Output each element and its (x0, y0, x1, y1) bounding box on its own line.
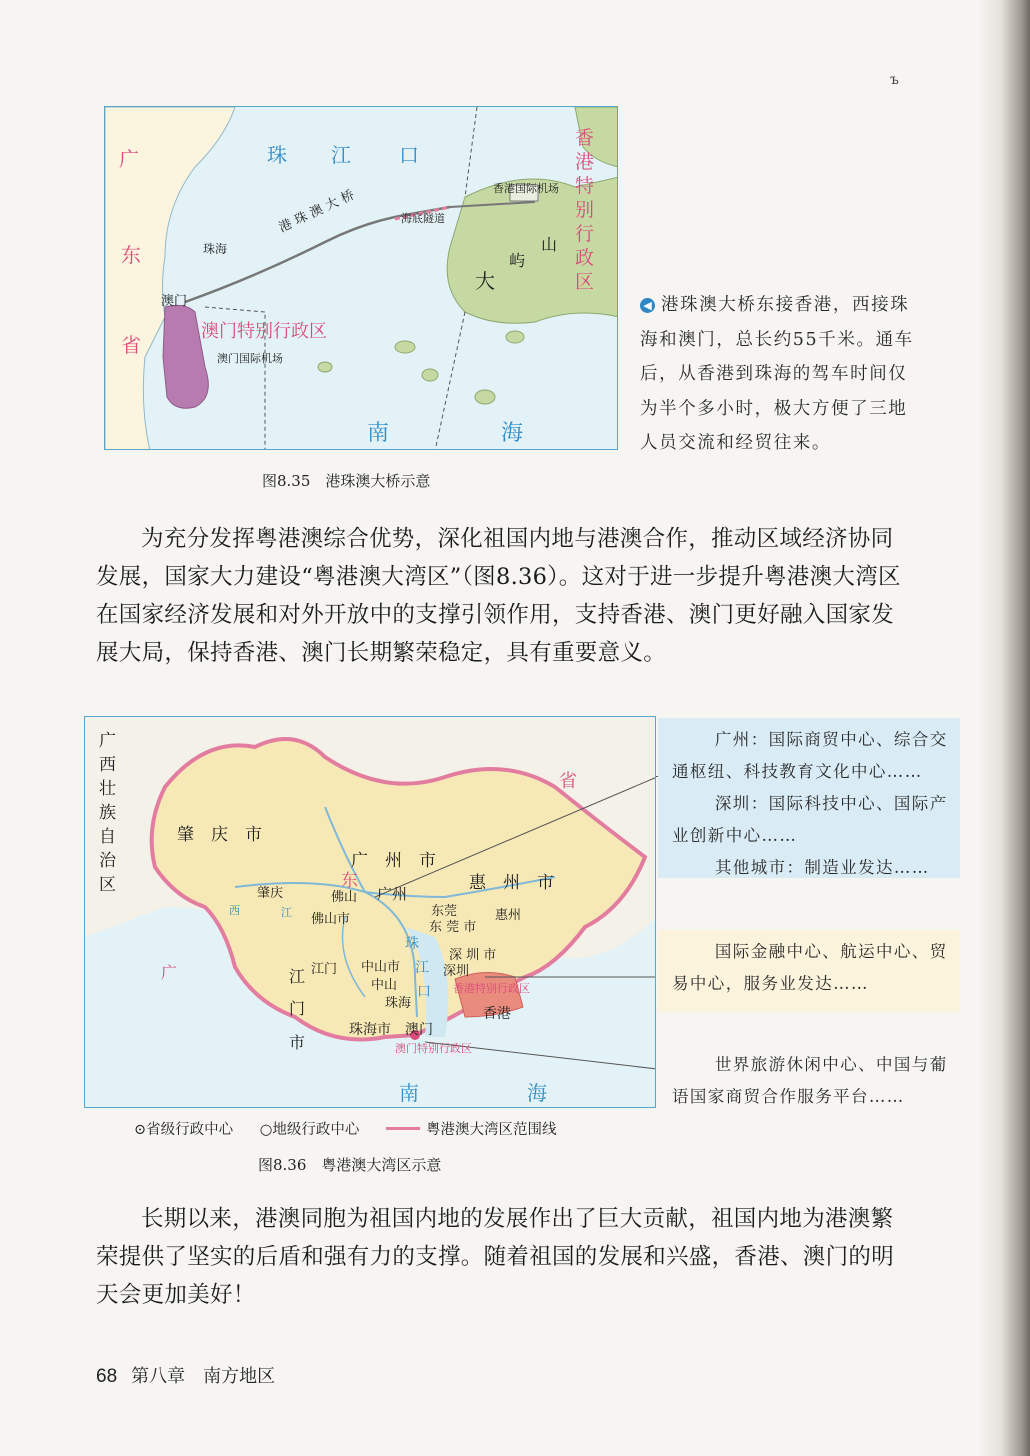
label-dongguan-shi: 东 莞 市 (429, 920, 477, 935)
label-nanhai-1: 南 (399, 1081, 419, 1105)
label-dayushan-1: 大 (475, 269, 495, 293)
label-huizhou: 惠州 (495, 908, 522, 923)
label-province: 省 (559, 771, 577, 792)
page-footer (96, 1362, 275, 1388)
label-jiangmen: 江门 (311, 962, 338, 977)
callout-bridge (640, 288, 918, 461)
legend-provincial: ⊙省级行政中心 (134, 1122, 234, 1138)
label-dayushan-3: 山 (541, 235, 558, 254)
label-guangxi-6: 治 (99, 851, 116, 871)
note-macao-box (658, 1043, 960, 1113)
label-guangxi-5: 自 (99, 827, 116, 847)
note-hongkong-box (658, 930, 960, 1012)
note-macao: 世界旅游休闲中心、中国与葡语国家商贸合作服务平台…… (672, 1055, 948, 1106)
figure1-caption: 图8.35 港珠澳大桥示意 (262, 472, 431, 490)
label-zhuhai: 珠海 (385, 996, 412, 1011)
label-guang: 广 (161, 963, 178, 982)
label-guangzhou-shi: 广 州 市 (351, 851, 436, 871)
corner-mark: ъ (890, 72, 899, 88)
paragraph-2 (96, 1200, 916, 1314)
label-hk-sar: 香港特别行政区 (453, 982, 530, 995)
label-zhujiangkou-1: 珠 (267, 143, 287, 167)
label-zhujiangkou-3: 口 (399, 143, 419, 167)
label-guangdong-2: 东 (121, 243, 141, 267)
map-hzmb (104, 106, 618, 450)
label-tunnel: 海底隧道 (401, 212, 445, 225)
arrow-left-icon: ◀ (640, 298, 655, 313)
label-hk-sar-3: 特 (575, 175, 595, 197)
label-zhujiangkou-2: 江 (331, 143, 351, 167)
label-shenzhen: 深圳 (443, 964, 470, 979)
label-hk-sar-6: 政 (575, 247, 595, 269)
label-river-jiang: 江 (281, 906, 292, 919)
label-zhaoqing-shi: 肇 庆 市 (177, 825, 262, 845)
label-zhujiangkou-2: 江 (415, 960, 429, 976)
map-legend (134, 1118, 579, 1139)
label-guangdong-1: 广 (119, 147, 139, 171)
book-binding-edge (978, 0, 1030, 1456)
label-foshan: 佛山 (331, 890, 358, 905)
paragraph-2-text: 长期以来，港澳同胞为祖国内地的发展作出了巨大贡献，祖国内地为港澳繁荣提供了坚实的后盾和强有力的支撑。随着祖国的发展和兴盛，香港、澳门的明天会更加美好！ (96, 1206, 895, 1308)
label-hk-sar-1: 香 (575, 127, 595, 149)
callout-text: 港珠澳大桥东接香港，西接珠海和澳门，总长约55千米。通车后，从香港到珠海的驾车时间仅为半个多小时，极大方便了三地人员交流和经贸往来。 (640, 295, 914, 453)
label-jiangmen-shi-2: 门 (289, 999, 306, 1018)
note-guangzhou: 广州：国际商贸中心、综合交通枢纽、科技教育文化中心…… (672, 730, 948, 781)
label-hk-sar-4: 别 (575, 199, 595, 221)
paragraph-1-text: 为充分发挥粤港澳综合优势，深化祖国内地与港澳合作，推动区域经济协同发展，国家大力建设“粤港澳大湾区”（图8.36）。这对于进一步提升粤港澳大湾区在国家经济发展和对外开放中的支撑引领作用，支持香港、澳门更好融入国家发展大局，保持香港、澳门长期繁荣稳定，具有重要意义。 (96, 526, 901, 666)
legend-prefectural: ○地级行政中心 (259, 1122, 360, 1138)
map-greater-bay-area (84, 716, 656, 1108)
label-nanhai-1: 南 (367, 421, 390, 446)
label-guangdong-3: 省 (121, 333, 141, 357)
legend-boundary-line (386, 1127, 420, 1130)
label-macao: 澳门 (161, 294, 188, 309)
note-hongkong: 国际金融中心、航运中心、贸易中心，服务业发达…… (672, 942, 948, 993)
label-jiangmen-shi-1: 江 (289, 967, 306, 986)
label-guangxi-4: 族 (99, 803, 116, 823)
label-zhuhai: 珠海 (203, 242, 228, 256)
label-zhujiangkou-1: 珠 (405, 936, 419, 952)
label-zhujiangkou-3: 口 (417, 984, 431, 1000)
label-bridge: 港 珠 澳 大 桥 (276, 187, 357, 236)
label-nanhai-2: 海 (527, 1081, 547, 1105)
label-xi: 西 (229, 904, 240, 917)
page-number: 68 (96, 1366, 118, 1387)
label-nanhai-2: 海 (501, 421, 524, 446)
map-hzmb-graphic (105, 107, 618, 450)
label-guangzhou: 广州 (377, 885, 408, 903)
label-hk-airport: 香港国际机场 (493, 182, 559, 195)
label-hk-sar-5: 行 (575, 223, 595, 245)
label-guangxi-2: 西 (99, 755, 116, 775)
legend-boundary: 粤港澳大湾区范围线 (426, 1122, 557, 1138)
label-zhaoqing: 肇庆 (257, 886, 284, 901)
label-macao-sar: 澳门特别行政区 (201, 321, 327, 342)
label-dongguan: 东莞 (431, 904, 458, 919)
paragraph-1 (96, 520, 916, 672)
label-macao: 澳门 (405, 1022, 433, 1038)
label-guangxi-7: 区 (99, 875, 116, 895)
label-zhongshan: 中山 (371, 978, 398, 993)
label-zhuhai-shi: 珠海市 (349, 1022, 391, 1038)
label-shenzhen-shi: 深 圳 市 (449, 948, 497, 963)
figure2-caption: 图8.36 粤港澳大湾区示意 (258, 1156, 442, 1174)
label-hk-sar-7: 区 (575, 271, 595, 293)
label-guangxi-3: 壮 (99, 779, 116, 799)
label-foshan-shi: 佛山市 (311, 912, 351, 927)
label-huizhou-shi: 惠 州 市 (469, 873, 554, 893)
note-shenzhen: 深圳：国际科技中心、国际产业创新中心…… (672, 794, 948, 845)
label-hongkong: 香港 (483, 1006, 511, 1022)
label-guangxi-1: 广 (99, 731, 116, 751)
chapter-title: 第八章 南方地区 (131, 1366, 276, 1387)
note-guangzhou-shenzhen (658, 718, 960, 878)
label-jiangmen-shi-3: 市 (289, 1033, 306, 1052)
label-macao-sar: 澳门特别行政区 (395, 1042, 472, 1055)
note-others: 其他城市：制造业发达…… (714, 858, 930, 877)
label-hk-sar-2: 港 (575, 151, 595, 173)
label-macao-airport: 澳门国际机场 (217, 352, 283, 365)
label-dayushan-2: 屿 (509, 251, 526, 270)
label-east: 东 (341, 871, 358, 891)
label-zhongshan-shi: 中山市 (361, 960, 401, 975)
